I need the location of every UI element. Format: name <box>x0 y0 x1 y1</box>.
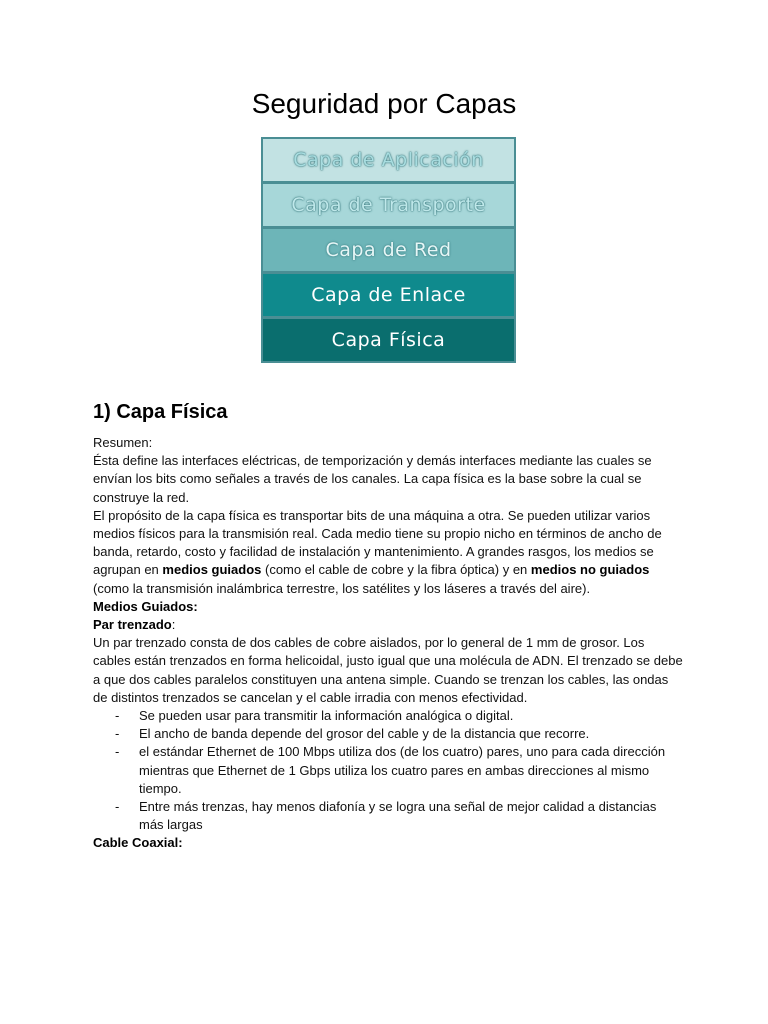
medios-no-guiados-term: medios no guiados <box>530 562 650 578</box>
cable-coaxial-heading <box>93 834 683 852</box>
par-trenzado-colon: : <box>171 617 176 633</box>
list-item: - el estándar Ethernet de 100 Mbps utiliza dos (de los cuatro) pares, uno para cada dirección mientras que Ethernet de 1 Gbps utiliza los cuatro pares en ambas direcciones al mismo tiempo. <box>93 743 683 798</box>
resumen-label: Resumen: <box>93 435 153 450</box>
section-heading: 1) Capa Física <box>93 401 228 423</box>
par-trenzado-label: Par trenzado <box>93 617 172 633</box>
layer-application: Capa de Aplicación <box>263 139 514 181</box>
list-item: - Se pueden usar para transmitir la información analógica o digital. <box>93 707 683 725</box>
layer-physical: Capa Física <box>263 319 514 361</box>
medios-guiados-heading <box>93 598 683 616</box>
purpose-text-a: El propósito de la capa física es transportar bits de una máquina a otra. Se pueden utilizar varios medios físicos para la transmisión real. Cada medio tiene su propio nicho en términos de ancho de banda, retardo, costo y facilidad de instalación y mantenimiento. A grandes rasgos, los medios se agrupan en <box>93 507 662 578</box>
layer-network: Capa de Red <box>263 229 514 271</box>
bullet-list <box>93 707 683 834</box>
paragraph-purpose <box>93 507 683 598</box>
list-item: - El ancho de banda depende del grosor del cable y de la distancia que recorre. <box>93 725 683 743</box>
purpose-text-c: (como el cable de cobre y la fibra óptica) y en <box>261 562 531 578</box>
list-item: - Entre más trenzas, hay menos diafonía y se logra una señal de mejor calidad a distancias más largas <box>93 798 683 834</box>
layer-stack-diagram <box>261 137 516 363</box>
par-trenzado-heading <box>93 616 683 634</box>
medios-guiados-term: medios guiados <box>162 562 262 578</box>
medios-guiados-label: Medios Guiados: <box>93 598 198 614</box>
paragraph-par-trenzado: Un par trenzado consta de dos cables de cobre aislados, por lo general de 1 mm de grosor. Los cables están trenzados en forma helicoidal, justo igual que una molécula de ADN. El trenzado se debe a que dos cables paralelos constituyen una antena simple. Cuando se trenzan los cables, las ondas de distintos trenzados se cancelan y el cable irradia con menos efectividad. <box>93 635 683 705</box>
paragraph-definition: Ésta define las interfaces eléctricas, de temporización y demás interfaces mediante las cuales se envían los bits como señales a través de los canales. La capa física es la base sobre la cual se construye la red. <box>93 453 652 505</box>
purpose-text-e: (como la transmisión inalámbrica terrestre, los satélites y los láseres a través del aire). <box>93 580 591 596</box>
layer-link: Capa de Enlace <box>263 274 514 316</box>
layer-transport: Capa de Transporte <box>263 184 514 226</box>
cable-coaxial-label: Cable Coaxial: <box>93 835 183 851</box>
page-title: Seguridad por Capas <box>251 88 517 119</box>
section-body <box>93 434 683 853</box>
